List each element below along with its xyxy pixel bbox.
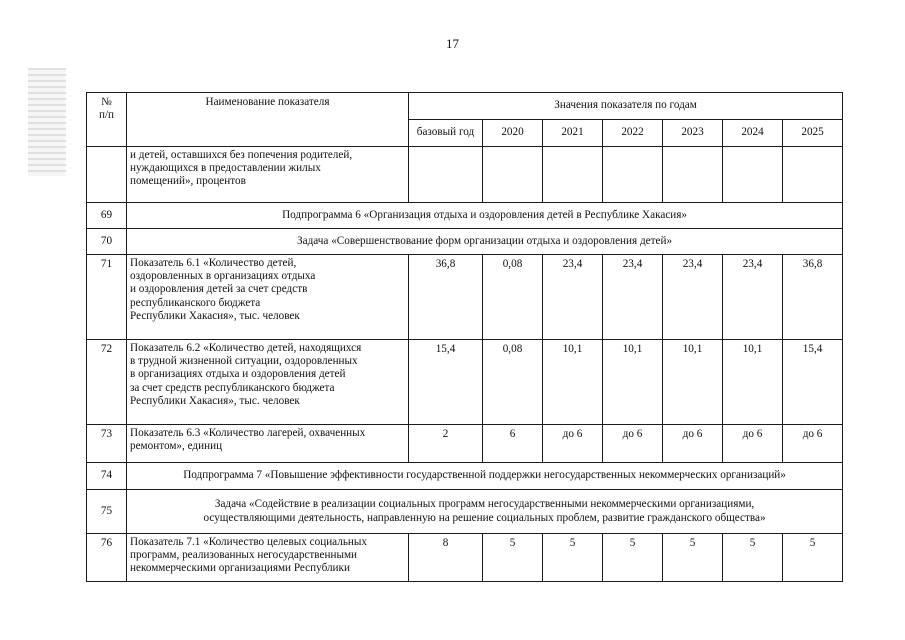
indicator-name: Показатель 6.3 «Количество лагерей, охваченных ремонтом», единиц bbox=[127, 425, 409, 463]
header-values: Значения показателя по годам bbox=[409, 93, 843, 120]
table-row bbox=[87, 534, 843, 582]
header-year: 2020 bbox=[483, 120, 543, 147]
header-year: 2022 bbox=[603, 120, 663, 147]
header-name: Наименование показателя bbox=[127, 93, 409, 147]
indicator-name: Показатель 6.2 «Количество детей, находящихся в трудной жизненной ситуации, оздоровленных в организациях отдыха и оздоровления детей за счет средств республиканского бюджета Республики Хакасия», тыс. человек bbox=[127, 340, 409, 425]
indicator-value bbox=[409, 147, 483, 203]
header-year: 2024 bbox=[723, 120, 783, 147]
indicator-value: до 6 bbox=[723, 425, 783, 463]
indicator-value: 8 bbox=[409, 534, 483, 582]
indicator-value bbox=[543, 147, 603, 203]
section-heading: Задача «Совершенствование форм организации отдыха и оздоровления детей» bbox=[127, 229, 843, 255]
table-row bbox=[87, 340, 843, 425]
indicator-name: и детей, оставшихся без попечения родителей, нуждающихся в предоставлении жилых помещений», процентов bbox=[127, 147, 409, 203]
indicator-value: 2 bbox=[409, 425, 483, 463]
row-number: 70 bbox=[87, 229, 127, 255]
indicator-value bbox=[783, 147, 843, 203]
header-year: 2023 bbox=[663, 120, 723, 147]
section-heading: Задача «Содействие в реализации социальных программ негосударственными некоммерческими организациями, осуществляющими деятельность, направленную на решение социальных проблем, развитие гражданского общества» bbox=[127, 490, 843, 534]
row-number: 69 bbox=[87, 203, 127, 229]
indicator-value bbox=[723, 147, 783, 203]
indicator-value: 10,1 bbox=[723, 340, 783, 425]
table-row bbox=[87, 203, 843, 229]
indicator-value: 5 bbox=[483, 534, 543, 582]
indicator-value: 0,08 bbox=[483, 255, 543, 340]
indicator-value: 15,4 bbox=[783, 340, 843, 425]
indicator-value: 36,8 bbox=[409, 255, 483, 340]
table-row bbox=[87, 229, 843, 255]
page-number: 17 bbox=[446, 36, 459, 51]
section-heading: Подпрограмма 7 «Повышение эффективности государственной поддержки негосударственных некоммерческих организаций» bbox=[127, 463, 843, 490]
table-row bbox=[87, 255, 843, 340]
indicator-value: 5 bbox=[723, 534, 783, 582]
header-year: базовый год bbox=[409, 120, 483, 147]
indicator-value: до 6 bbox=[783, 425, 843, 463]
indicator-value: до 6 bbox=[603, 425, 663, 463]
row-number: 71 bbox=[87, 255, 127, 340]
indicator-value: 0,08 bbox=[483, 340, 543, 425]
indicator-name: Показатель 7.1 «Количество целевых социальных программ, реализованных негосударственными некоммерческими организациями Республики bbox=[127, 534, 409, 582]
scan-stamp-mark bbox=[28, 68, 66, 176]
indicator-name: Показатель 6.1 «Количество детей, оздоровленных в организациях отдыха и оздоровления детей за счет средств республиканского бюджета Республики Хакасия», тыс. человек bbox=[127, 255, 409, 340]
header-year: 2021 bbox=[543, 120, 603, 147]
table-row bbox=[87, 147, 843, 203]
indicator-value bbox=[603, 147, 663, 203]
indicator-value: 6 bbox=[483, 425, 543, 463]
row-number: 74 bbox=[87, 463, 127, 490]
header-num: № п/п bbox=[87, 93, 127, 147]
indicator-value bbox=[483, 147, 543, 203]
indicator-value: 10,1 bbox=[663, 340, 723, 425]
indicator-value: 5 bbox=[543, 534, 603, 582]
row-number: 76 bbox=[87, 534, 127, 582]
indicator-value bbox=[663, 147, 723, 203]
indicator-value: 23,4 bbox=[603, 255, 663, 340]
indicator-value: 23,4 bbox=[663, 255, 723, 340]
indicator-value: 10,1 bbox=[543, 340, 603, 425]
row-number: 72 bbox=[87, 340, 127, 425]
table-row bbox=[87, 490, 843, 534]
indicator-value: 5 bbox=[603, 534, 663, 582]
section-heading: Подпрограмма 6 «Организация отдыха и оздоровления детей в Республике Хакасия» bbox=[127, 203, 843, 229]
indicator-value: до 6 bbox=[543, 425, 603, 463]
indicator-value: до 6 bbox=[663, 425, 723, 463]
indicator-value: 5 bbox=[783, 534, 843, 582]
indicators-table bbox=[86, 92, 843, 582]
row-number: 75 bbox=[87, 490, 127, 534]
row-number: 73 bbox=[87, 425, 127, 463]
indicator-value: 23,4 bbox=[543, 255, 603, 340]
indicator-value: 23,4 bbox=[723, 255, 783, 340]
header-year: 2025 bbox=[783, 120, 843, 147]
table-row bbox=[87, 463, 843, 490]
indicator-value: 5 bbox=[663, 534, 723, 582]
indicator-value: 15,4 bbox=[409, 340, 483, 425]
indicator-value: 36,8 bbox=[783, 255, 843, 340]
row-number bbox=[87, 147, 127, 203]
table-row bbox=[87, 425, 843, 463]
indicator-value: 10,1 bbox=[603, 340, 663, 425]
